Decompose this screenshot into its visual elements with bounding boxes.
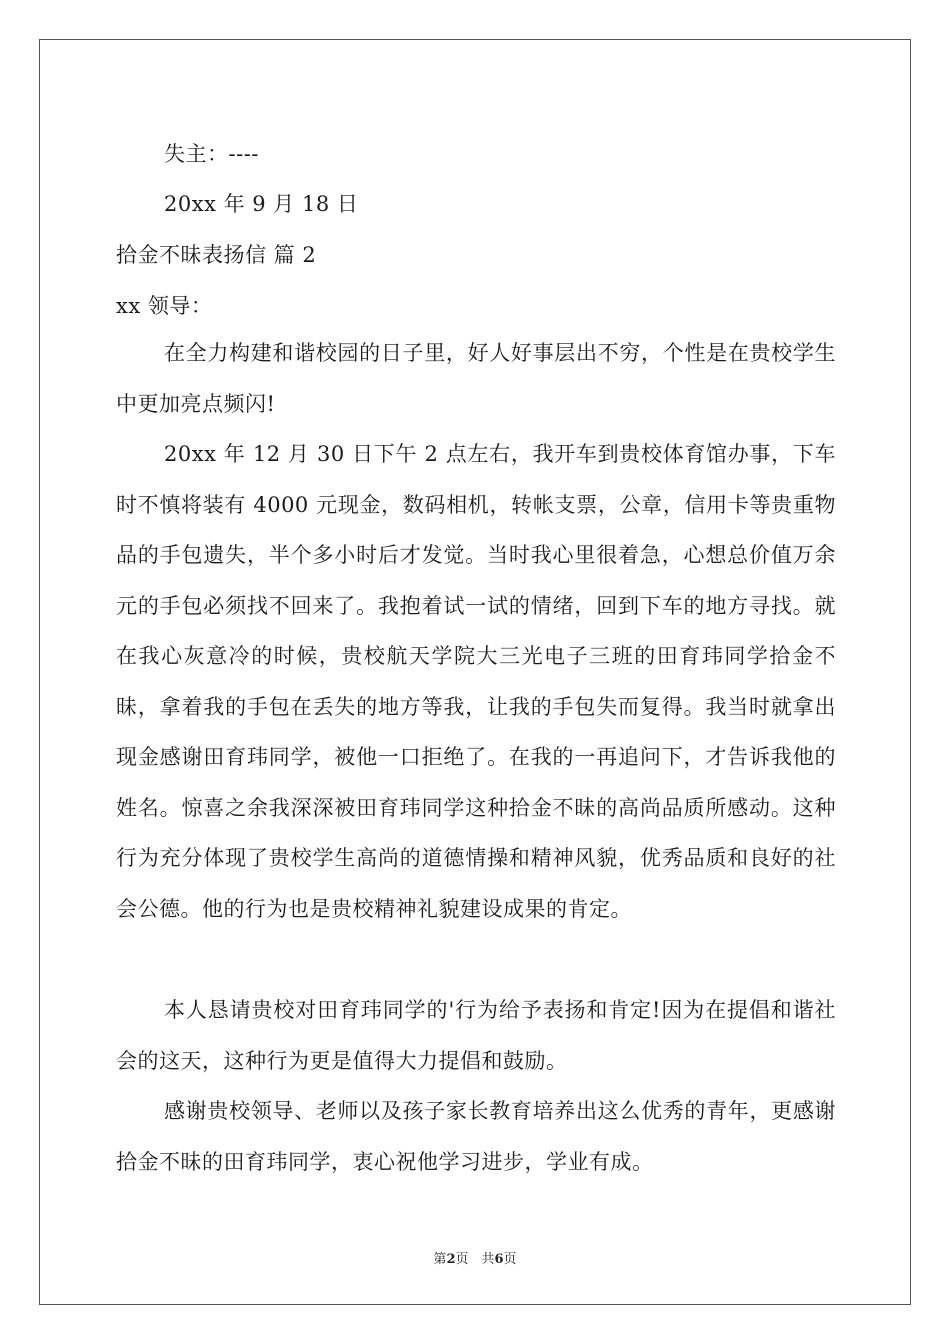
page-total: 6	[494, 1252, 504, 1267]
page-middle: 页 共	[455, 1252, 495, 1267]
letter-heading: 拾金不昧表扬信 篇 2	[116, 243, 317, 267]
date-line: 20xx 年 9 月 18 日	[164, 192, 359, 216]
page-suffix: 页	[503, 1252, 517, 1267]
page-prefix: 第	[433, 1252, 447, 1267]
paragraph-story: 20xx 年 12 月 30 日下午 2 点左右，我开车到贵校体育馆办事，下车时不慎将装有 4000 元现金，数码相机，转帐支票，公章，信用卡等贵重物品的手包遗失，半个多小时后才发觉。当时我心里很着急，心想总价值万余元的手包必须找不回来了。我抱着试一试的情绪，回到下车的地方寻找。就在我心灰意冷的时候，贵校航天学院大三光电子三班的田育玮同学拾金不昧，拿着我的手包在丢失的地方等我，让我的手包失而复得。我当时就拿出现金感谢田育玮同学，被他一口拒绝了。在我的一再追问下，才告诉我他的姓名。惊喜之余我深深被田育玮同学这种拾金不昧的高尚品质所感动。这种行为充分体现了贵校学生高尚的道德情操和精神风貌，优秀品质和良好的社会公德。他的行为也是贵校精神礼貌建设成果的肯定。	[116, 442, 836, 921]
salutation: xx 领导：	[116, 294, 213, 318]
page-current: 2	[446, 1252, 456, 1267]
closing-line: 失主：----	[164, 142, 259, 166]
paragraph-request: 本人恳请贵校对田育玮同学的'行为给予表扬和肯定!因为在提倡和谐社会的这天，这种行为更是值得大力提倡和鼓励。	[116, 998, 836, 1073]
page-footer	[0, 1248, 950, 1267]
paragraph-thanks: 感谢贵校领导、老师以及孩子家长教育培养出这么优秀的青年，更感谢拾金不昧的田育玮同学，衷心祝他学习进步，学业有成。	[116, 1099, 836, 1174]
paragraph-intro: 在全力构建和谐校园的日子里，好人好事层出不穷，个性是在贵校学生中更加亮点频闪!	[116, 341, 836, 416]
